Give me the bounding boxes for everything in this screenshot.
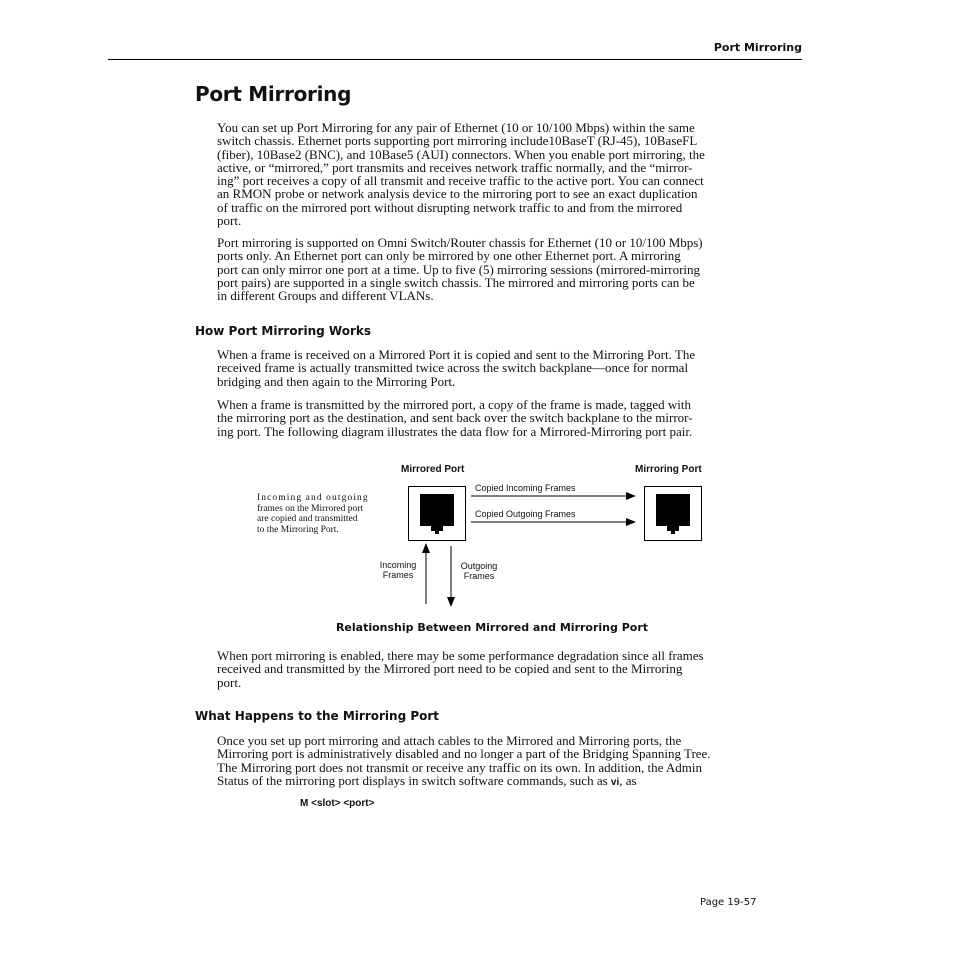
text-line: port can only mirror one port at a time. Up to five (5) mirroring sessions (mirrored-mirroring (217, 261, 701, 277)
text-line: ing port. The following diagram illustrates the data flow for a Mirrored-Mirroring port pair. (217, 423, 693, 439)
label-line: Frames (382, 570, 414, 580)
port-mirroring-diagram (250, 458, 720, 616)
text-line: The Mirroring port does not transmit or receive any traffic on its own. In addition, the Admin (217, 759, 702, 775)
text-line: active, or “mirrored,” port transmits and receives network traffic normally, and the “mirror- (217, 159, 693, 175)
text-fragment: Status of the mirroring port displays in switch software commands, such as (217, 772, 611, 788)
section-heading-what-happens: What Happens to the Mirroring Port (195, 709, 440, 723)
paragraph-transmitted-frame (217, 398, 757, 438)
header-rule (108, 59, 802, 60)
text-fragment: , as (619, 772, 637, 788)
mirrored-port-label: Mirrored Port (401, 464, 465, 475)
text-line: port pairs) are supported in a single switch chassis. The mirrored and mirroring ports can be (217, 274, 695, 290)
label-line: Frames (463, 571, 495, 581)
text-line: ports only. An Ethernet port can only be mirrored by one other Ethernet port. A mirroring (217, 248, 681, 264)
text-line: bridging and then again to the Mirroring Port. (217, 373, 456, 389)
paragraph-intro (217, 121, 757, 227)
text-line: an RMON probe or network analysis device to the mirroring port to see an exact duplication (217, 186, 698, 202)
text-line: When a frame is received on a Mirrored Port it is copied and sent to the Mirroring Port. The (217, 347, 696, 362)
copied-incoming-label: Copied Incoming Frames (475, 483, 576, 493)
text-line: ing” port receives a copy of all transmit and receive traffic to the active port. You can connect (217, 173, 704, 189)
text-line: of traffic on the mirrored port without disrupting network traffic to and from the mirrored (217, 199, 683, 215)
label-line: Outgoing (460, 561, 498, 571)
command-name: vi (610, 776, 620, 788)
incoming-frames-label (378, 560, 418, 580)
note-line: Incoming and outgoing (257, 493, 369, 503)
paragraph-support (217, 236, 757, 302)
label-line: Incoming (379, 560, 417, 570)
text-line: received frame is actually transmitted twice across the switch backplane—once for normal (217, 360, 689, 376)
paragraph-received-frame (217, 348, 757, 388)
running-head: Port Mirroring (713, 41, 802, 54)
note-line: to the Mirroring Port. (257, 524, 339, 535)
text-line: Port mirroring is supported on Omni Switch/Router chassis for Ethernet (10 or 10/100 Mbps) (217, 235, 703, 250)
mirroring-port-label: Mirroring Port (635, 464, 702, 475)
text-line: port. (217, 213, 242, 229)
text-line: in different Groups and different VLANs. (217, 288, 434, 304)
code-sample: M <slot> <port> (300, 798, 375, 809)
text-line: You can set up Port Mirroring for any pair of Ethernet (10 or 10/100 Mbps) within the same (217, 120, 695, 135)
text-line: When port mirroring is enabled, there may be some performance degradation since all frames (217, 648, 704, 663)
copied-outgoing-label: Copied Outgoing Frames (475, 509, 576, 519)
page-title: Port Mirroring (195, 82, 352, 106)
text-line: the mirroring port as the destination, and sent back over the switch backplane to the mirror- (217, 410, 693, 426)
text-line: received and transmitted by the Mirrored port need to be copied and sent to the Mirroring (217, 661, 683, 677)
diagram-arrows (250, 458, 720, 616)
page-number: Page 19-57 (700, 897, 757, 908)
text-line: Once you set up port mirroring and attach cables to the Mirrored and Mirroring ports, the (217, 733, 682, 748)
note-line: are copied and transmitted (257, 514, 358, 524)
paragraph-mirroring-disabled (217, 734, 757, 789)
note-line: frames on the Mirrored port (257, 503, 364, 514)
section-heading-how-it-works: How Port Mirroring Works (195, 324, 371, 338)
outgoing-frames-label (458, 561, 500, 581)
text-line: port. (217, 674, 242, 690)
paragraph-performance (217, 649, 757, 689)
text-line: (fiber), 10Base2 (BNC), and 10Base5 (AUI) connectors. When you enable port mirroring, the (217, 146, 705, 162)
text-line: Mirroring port is administratively disabled and no longer a part of the Bridging Spanning Tree. (217, 746, 711, 762)
text-line (217, 774, 757, 789)
text-line: switch chassis. Ethernet ports supporting port mirroring include10BaseT (RJ-45), 10BaseFL (217, 133, 698, 149)
text-line: When a frame is transmitted by the mirrored port, a copy of the frame is made, tagged with (217, 397, 691, 412)
diagram-caption: Relationship Between Mirrored and Mirroring Port (335, 621, 649, 634)
